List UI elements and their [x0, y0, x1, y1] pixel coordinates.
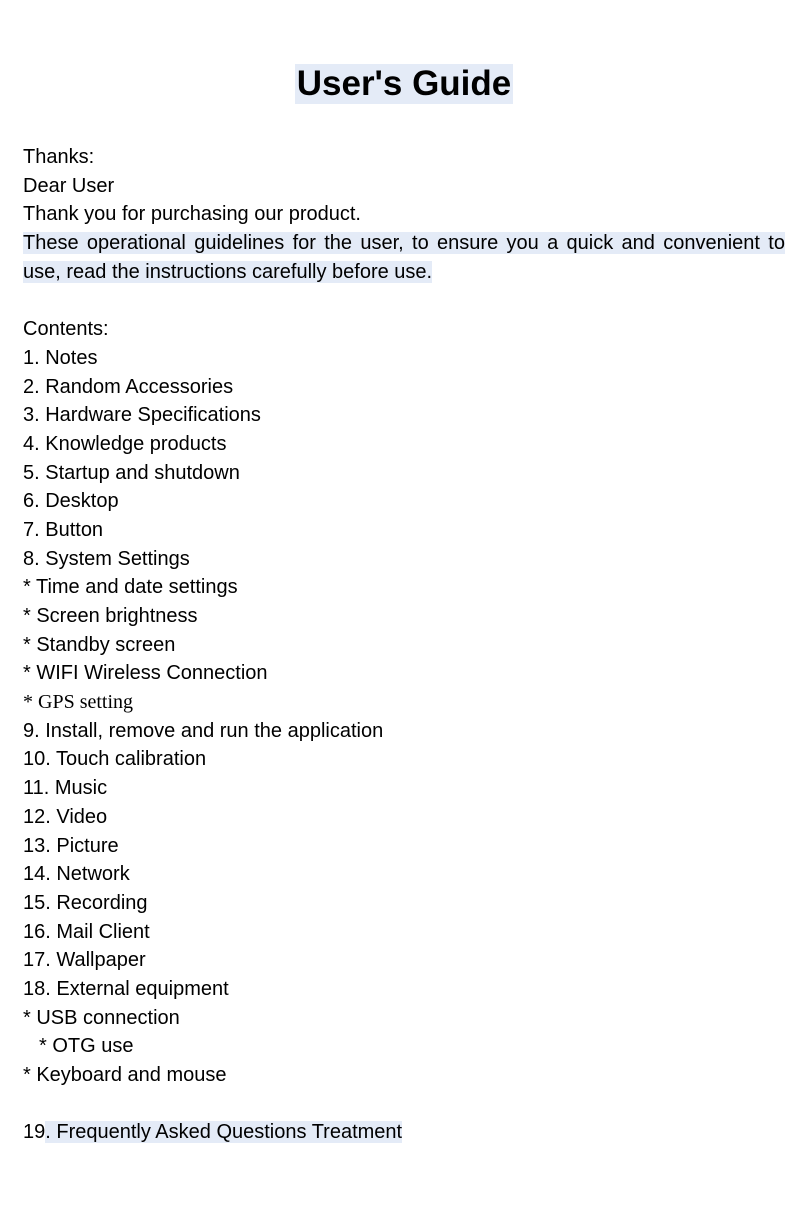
- contents-item: 2. Random Accessories: [23, 375, 234, 398]
- contents-item-last-text: . Frequently Asked Questions Treatment: [45, 1121, 403, 1144]
- guidelines-paragraph: [23, 229, 785, 286]
- thanks-line: Thanks:: [23, 146, 95, 168]
- contents-item: 17. Wallpaper: [23, 949, 146, 972]
- thank-you-line: Thank you for purchasing our product.: [23, 203, 361, 226]
- contents-subitem: * USB connection: [23, 1006, 180, 1029]
- contents-subitem: * Standby screen: [23, 633, 176, 656]
- contents-item: 3. Hardware Specifications: [23, 404, 261, 427]
- contents-item: 7. Button: [23, 518, 104, 541]
- contents-item: 6. Desktop: [23, 490, 119, 513]
- document-body: [23, 143, 785, 1147]
- contents-item: 11. Music: [23, 777, 108, 800]
- contents-heading: Contents:: [23, 318, 109, 341]
- contents-subitem: * GPS setting: [23, 691, 134, 714]
- contents-item: 18. External equipment: [23, 977, 229, 1000]
- contents-subitem: * Screen brightness: [23, 605, 198, 627]
- contents-item: 5. Startup and shutdown: [23, 461, 240, 484]
- guidelines-text-2: use, read the instructions carefully before use.: [23, 260, 433, 283]
- greeting-line: Dear User: [23, 174, 115, 197]
- contents-item: 16. Mail Client: [23, 920, 150, 943]
- guidelines-text-1: These operational guidelines for the user, to ensure you a quick and convenient to: [23, 232, 785, 255]
- contents-item: 1. Notes: [23, 346, 98, 369]
- page-title: User's Guide: [296, 64, 512, 103]
- spacer: [23, 286, 785, 315]
- contents-item: 13. Picture: [23, 834, 119, 857]
- title-container: [0, 64, 808, 104]
- guidelines-line-1: [23, 229, 785, 258]
- contents-subitem: * Keyboard and mouse: [23, 1064, 227, 1086]
- contents-item: 8. System Settings: [23, 547, 190, 570]
- contents-subitem: * OTG use: [39, 1035, 134, 1058]
- contents-item-last: [23, 1118, 785, 1147]
- spacer: [23, 1090, 785, 1119]
- contents-item: 4. Knowledge products: [23, 432, 227, 455]
- contents-item-last-number: 19: [23, 1121, 46, 1144]
- contents-item: 10. Touch calibration: [23, 748, 207, 771]
- contents-item: 12. Video: [23, 805, 108, 828]
- contents-subitem: * Time and date settings: [23, 576, 238, 599]
- contents-subitem: * WIFI Wireless Connection: [23, 662, 268, 685]
- contents-item: 15. Recording: [23, 891, 148, 914]
- guidelines-line-2: [23, 258, 785, 287]
- contents-item: 9. Install, remove and run the application: [23, 719, 384, 742]
- contents-item: 14. Network: [23, 863, 130, 886]
